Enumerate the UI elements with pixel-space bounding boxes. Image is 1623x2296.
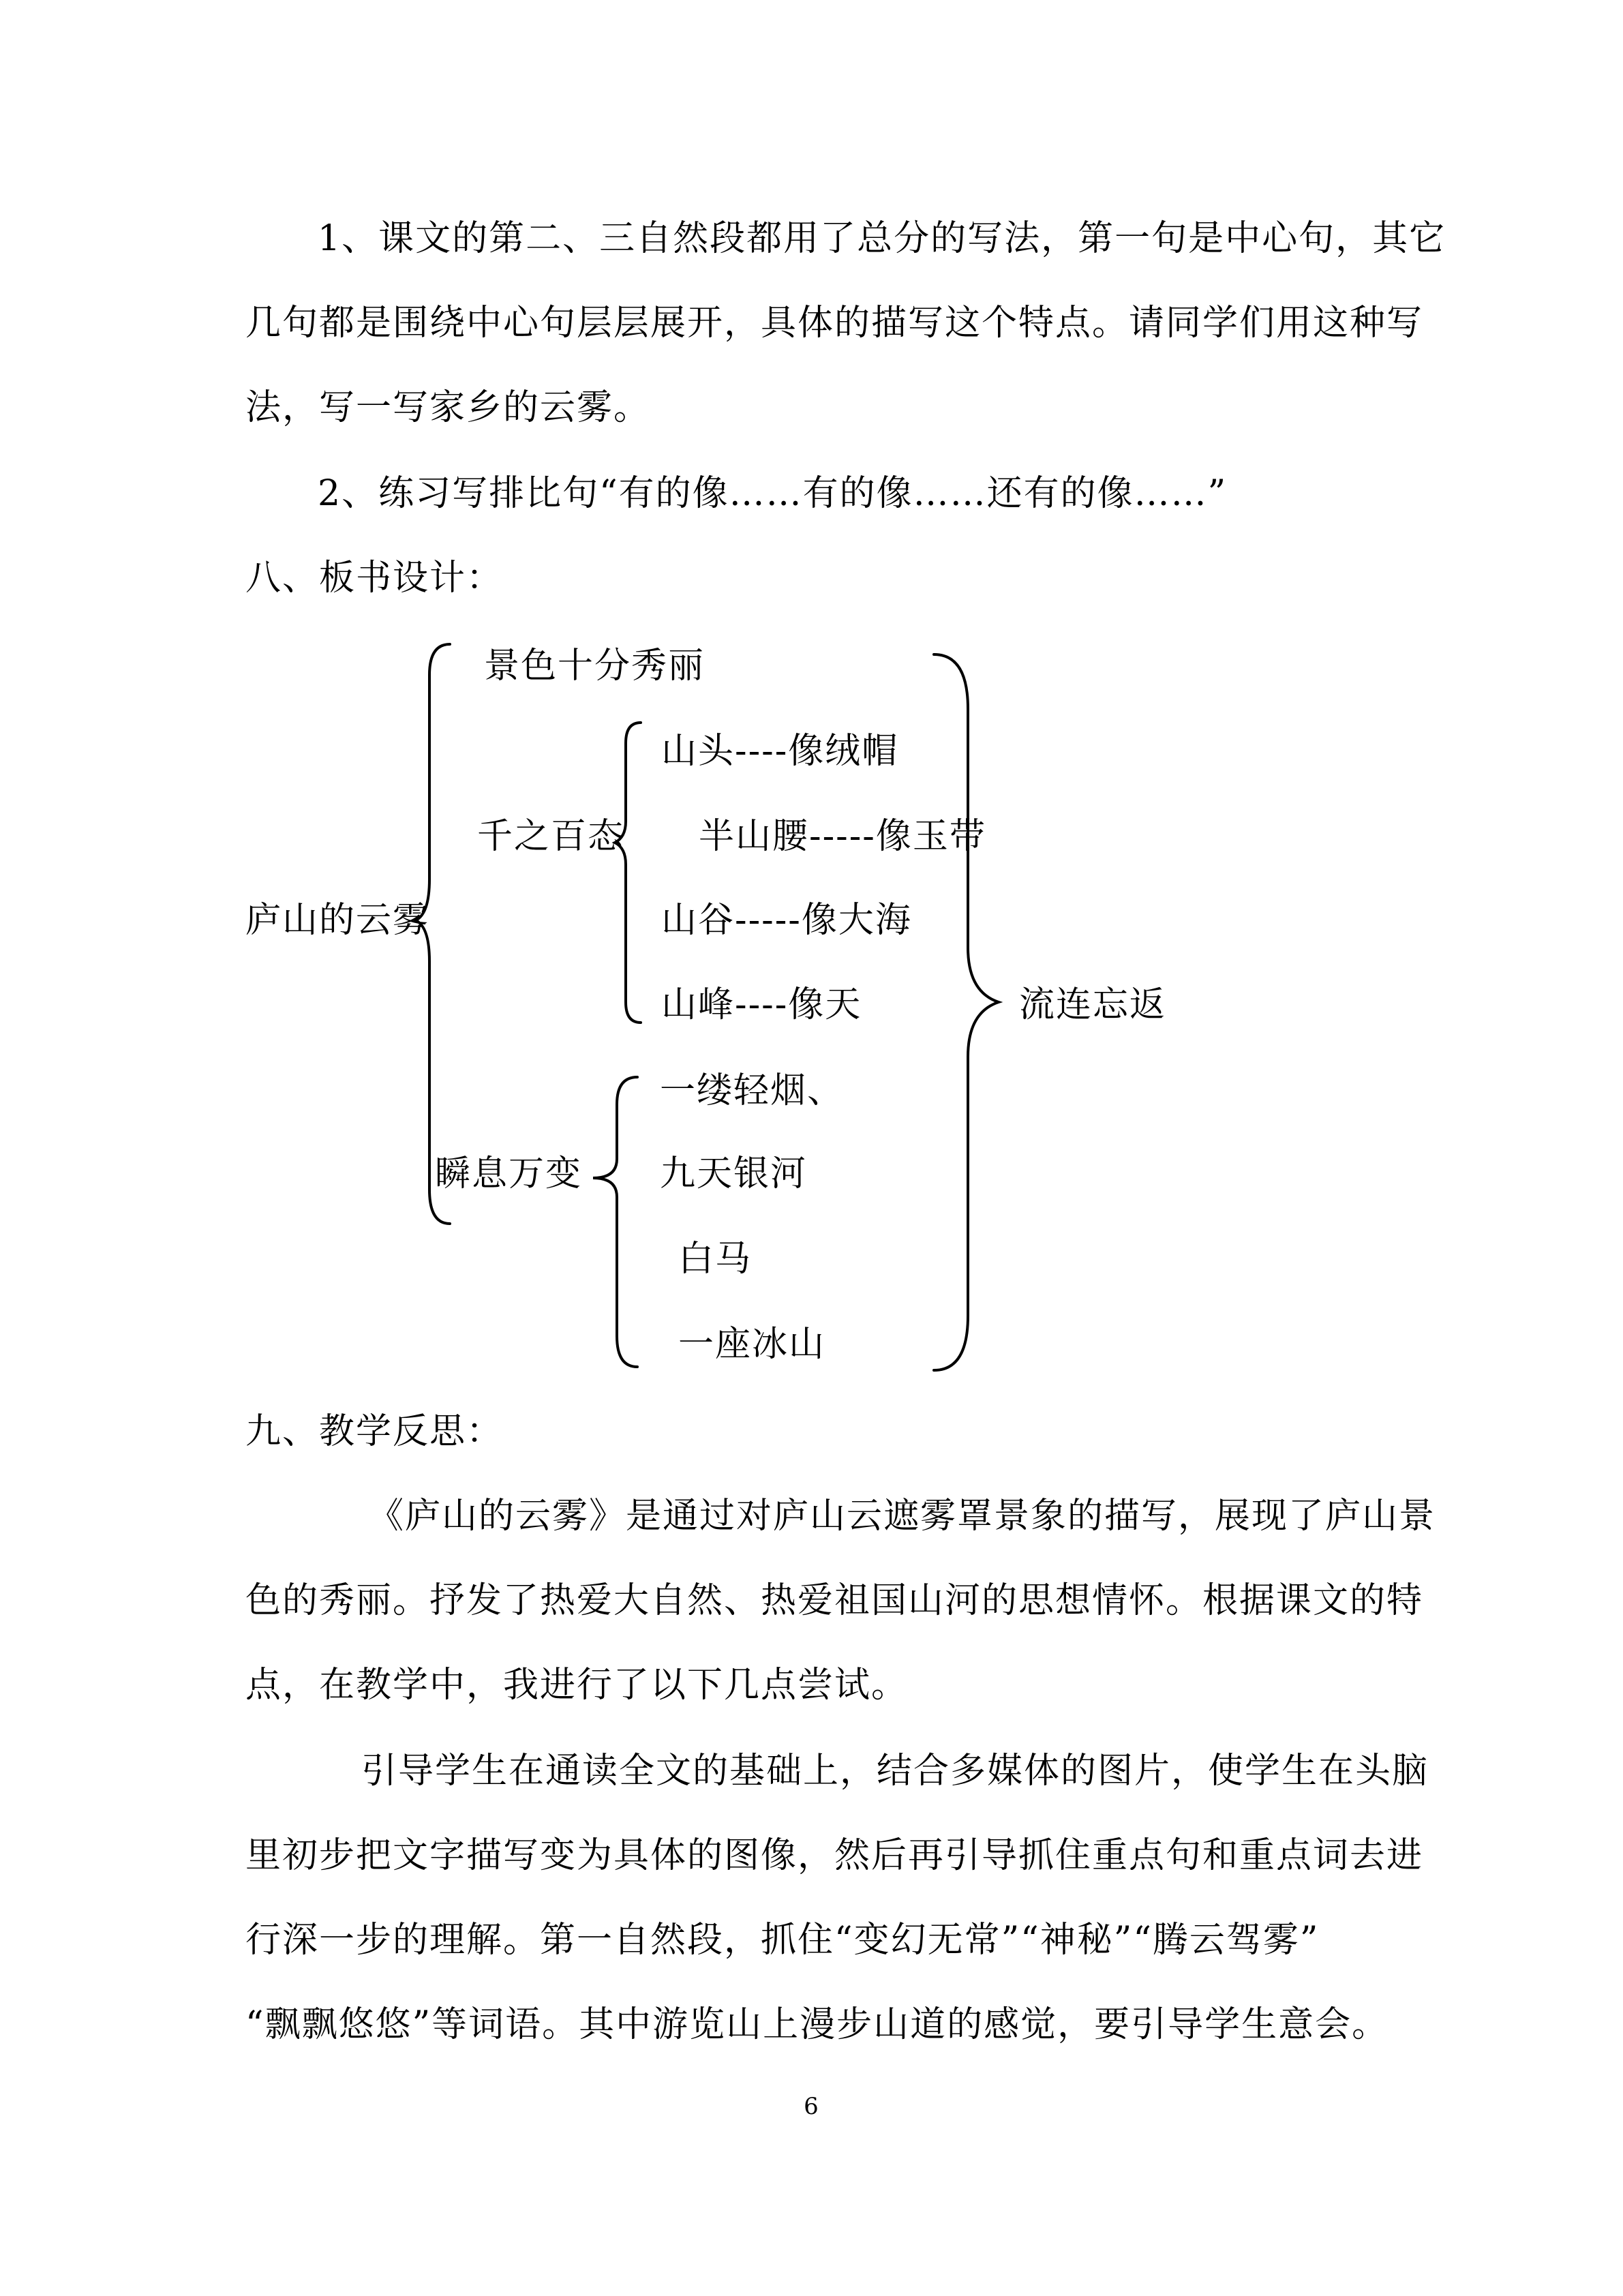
- reflection-p2-line4: “飘飘悠悠”等词语。其中游览山上漫步山道的感觉，要引导学生意会。: [245, 2004, 1389, 2045]
- branch2-brace: [615, 723, 641, 1023]
- board-branch2: 千之百态: [477, 816, 625, 857]
- branch3-item-2: 九天银河: [660, 1153, 808, 1194]
- item1-line1: 1、课文的第二、三自然段都用了总分的写法，第一句是中心句，其它: [318, 218, 1446, 259]
- reflection-p1-line1: 《庐山的云雾》是通过对庐山云遮雾罩景象的描写，展现了庐山景: [368, 1496, 1436, 1537]
- item1-line3: 法，写一写家乡的云雾。: [245, 387, 651, 428]
- branch3-item-3: 白马: [678, 1239, 753, 1280]
- board-branch1: 景色十分秀丽: [484, 646, 706, 686]
- item1-line2: 几句都是围绕中心句层层展开，具体的描写这个特点。请同学们用这种写: [245, 303, 1424, 344]
- board-root: 庐山的云雾: [245, 900, 430, 941]
- reflection-p2-line3: 行深一步的理解。第一自然段，抓住“变幻无常”“神秘”“腾云驾雾”: [245, 1920, 1320, 1961]
- branch2-item-1: 山头----像绒帽: [661, 731, 899, 772]
- board-conclusion: 流连忘返: [1019, 984, 1167, 1025]
- section9-heading: 九、教学反思：: [245, 1411, 504, 1452]
- conclusion-brace: [934, 654, 999, 1370]
- branch2-item-2: 半山腰-----像玉带: [699, 816, 986, 857]
- branch3-item-1: 一缕轻烟、: [660, 1070, 845, 1111]
- section8-heading: 八、板书设计：: [245, 558, 504, 599]
- board-branch3: 瞬息万变: [435, 1153, 583, 1194]
- branch2-item-3: 山谷-----像大海: [661, 900, 912, 941]
- reflection-p2-line2: 里初步把文字描写变为具体的图像，然后再引导抓住重点句和重点词去进: [245, 1835, 1424, 1876]
- page-number: 6: [804, 2093, 819, 2120]
- reflection-p1-line2: 色的秀丽。抒发了热爱大自然、热爱祖国山河的思想情怀。根据课文的特: [245, 1580, 1424, 1621]
- branch3-brace: [593, 1077, 637, 1367]
- reflection-p2-line1: 引导学生在通读全文的基础上，结合多媒体的图片，使学生在头脑: [361, 1751, 1429, 1792]
- branch3-item-4: 一座冰山: [678, 1324, 826, 1365]
- branch2-item-4: 山峰----像天: [661, 984, 862, 1025]
- reflection-p1-line3: 点，在教学中，我进行了以下几点尝试。: [245, 1665, 909, 1706]
- item2: 2、练习写排比句“有的像……有的像……还有的像……”: [318, 473, 1228, 514]
